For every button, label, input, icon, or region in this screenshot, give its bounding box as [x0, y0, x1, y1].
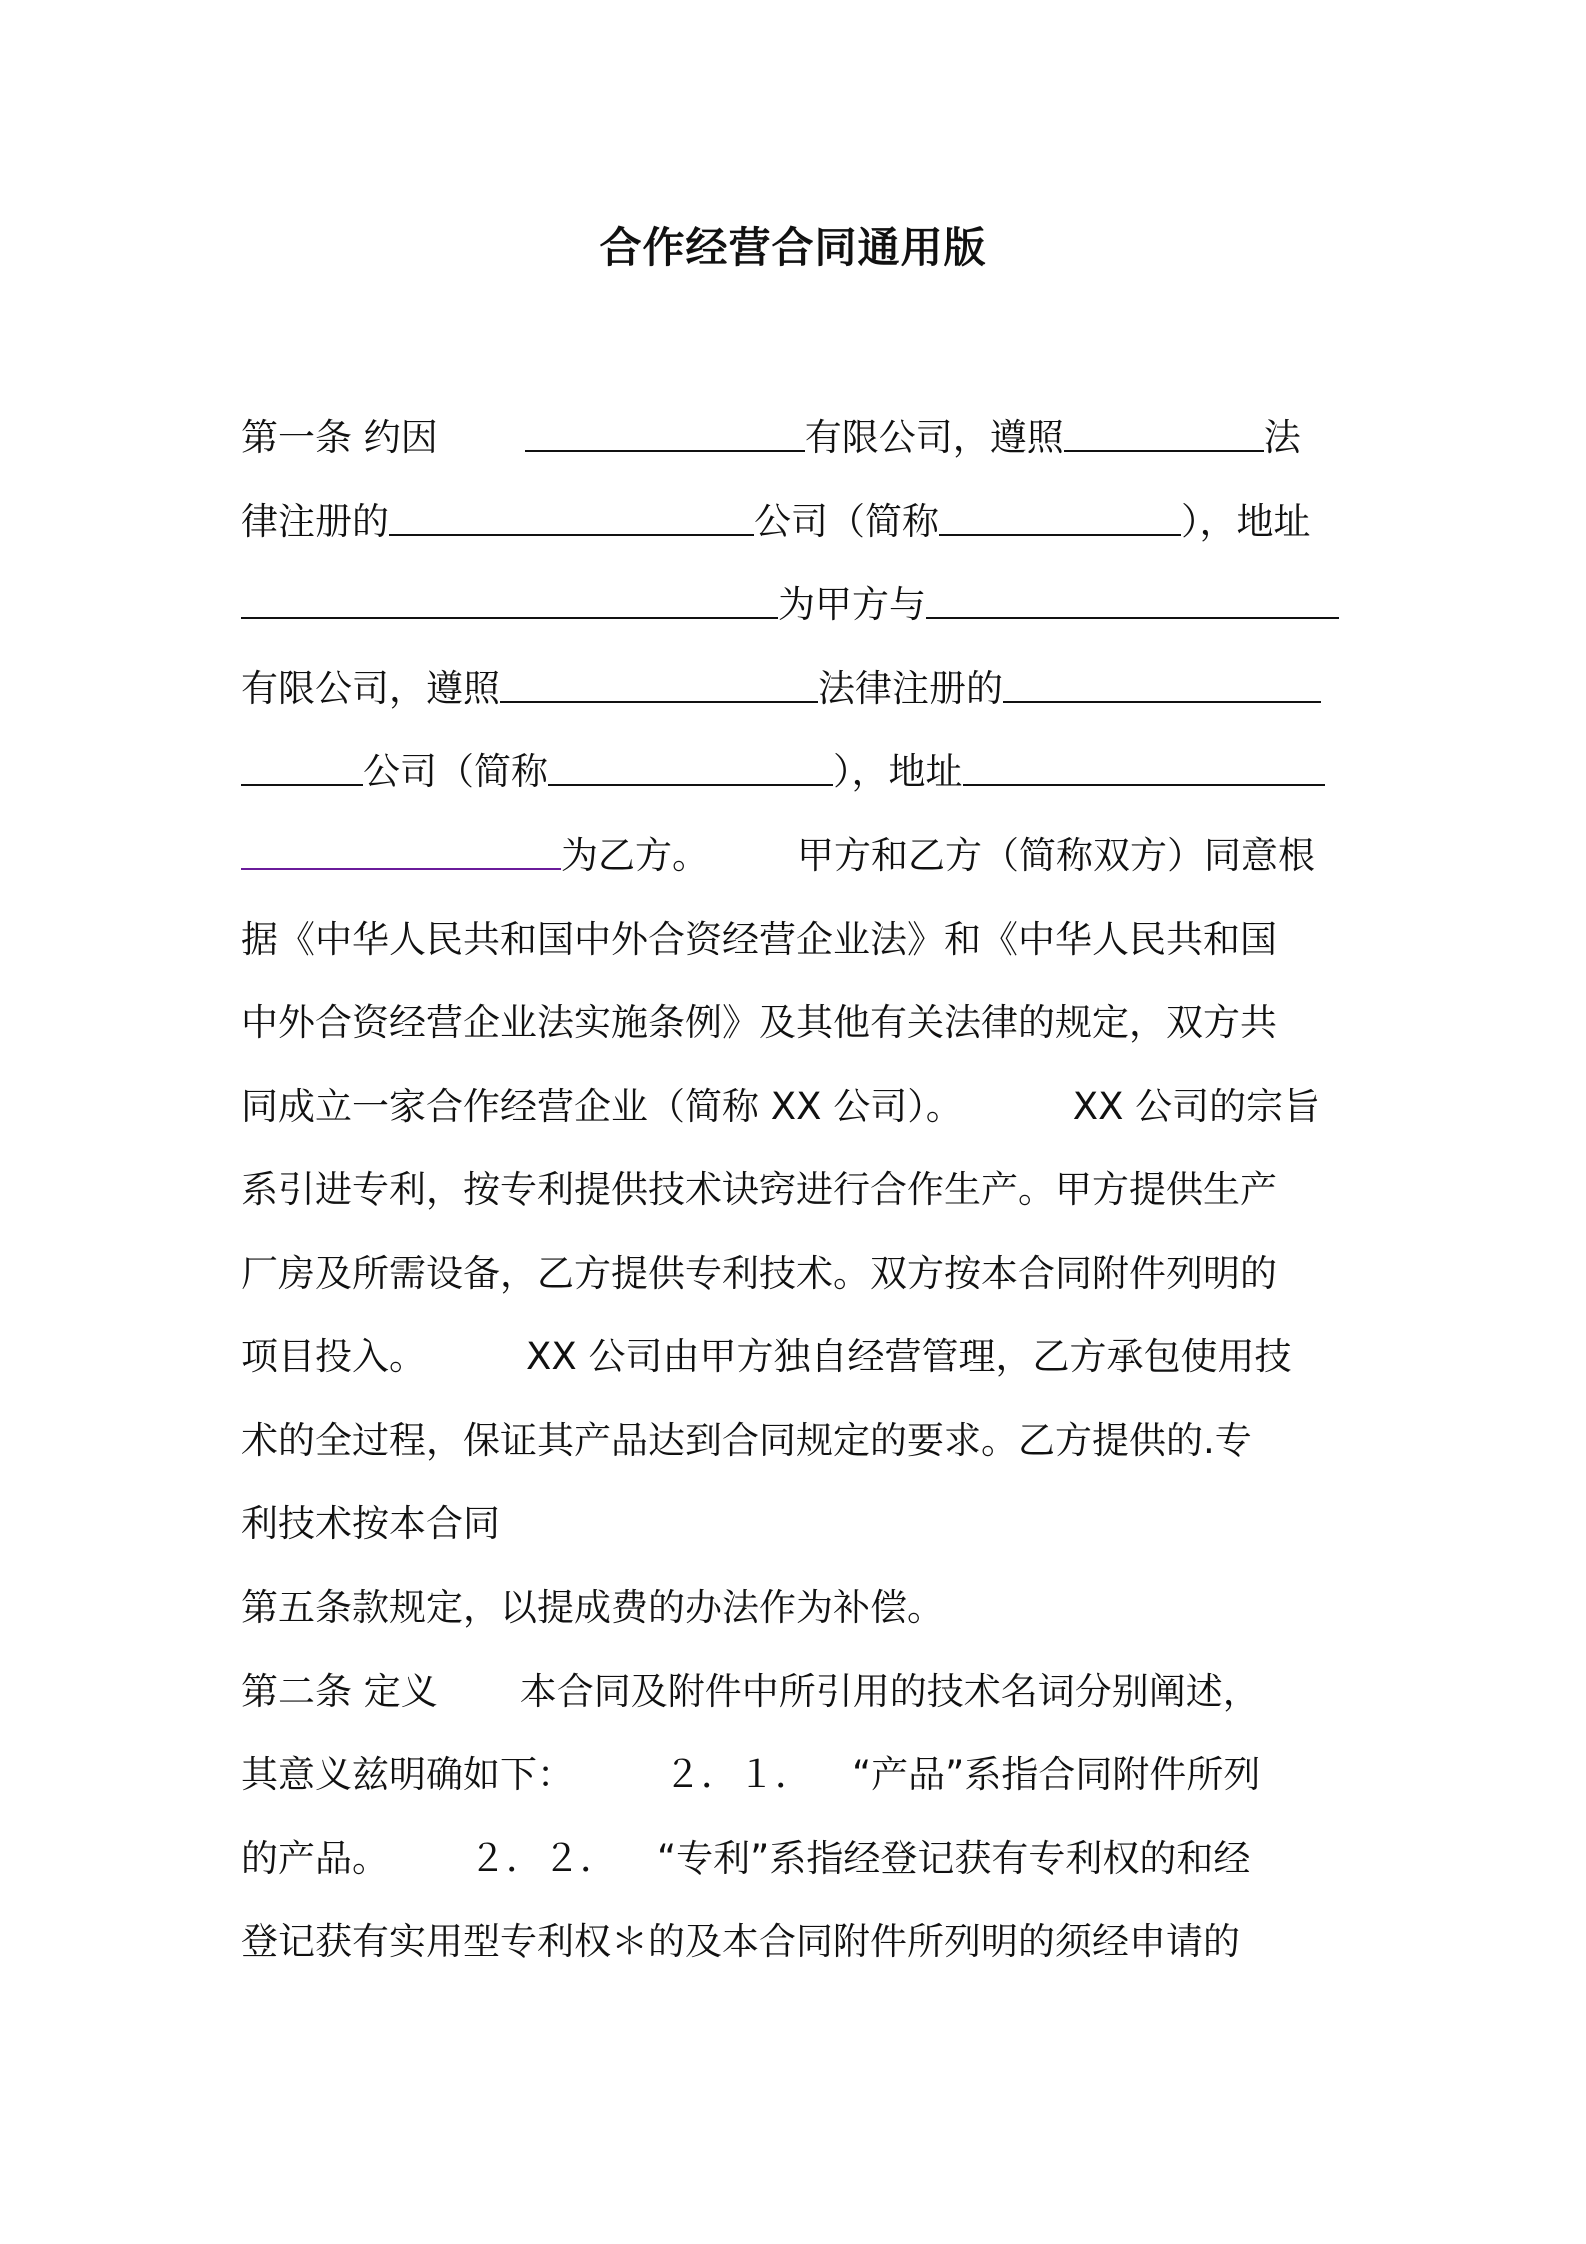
line-text: “专利”系指经登记获有专利权的和经 [657, 1837, 1251, 1880]
line-text: 公司（简称 [754, 500, 939, 543]
line-text: 第五条款规定，以提成费的办法作为补偿。 [241, 1586, 944, 1629]
line-text: 公司（简称 [363, 750, 548, 793]
section-number: ２．１． [664, 1753, 812, 1796]
section-number: ２．２． [469, 1837, 617, 1880]
text-line-8 [241, 981, 1353, 1065]
text-line-14 [241, 1482, 1353, 1566]
fill-blank [548, 784, 833, 786]
line-text: 据《中华人民共和国中外合资经营企业法》和《中华人民共和国 [241, 918, 1277, 961]
fill-blank [926, 617, 1339, 619]
line-text: 利技术按本合同 [241, 1502, 500, 1545]
line-text: 术的全过程，保证其产品达到合同规定的要求。乙方提供的.专 [241, 1419, 1252, 1462]
line-text: “产品”系指合同附件所列 [852, 1753, 1261, 1796]
line-text: 法律注册的 [818, 667, 1003, 710]
line-text: 第一条 约因 [241, 416, 438, 459]
line-text: 中外合资经营企业法实施条例》及其他有关法律的规定，双方共 [241, 1001, 1277, 1044]
line-text: 厂房及所需设备，乙方提供专利技术。双方按本合同附件列明的 [241, 1252, 1277, 1295]
text-line-11 [241, 1232, 1353, 1316]
text-line-9 [241, 1065, 1353, 1149]
line-text: 甲方和乙方（简称双方）同意根 [797, 834, 1315, 877]
line-text: 为乙方。 [561, 834, 709, 877]
fill-blank [241, 617, 778, 619]
line-text: XX 公司的宗旨 [1072, 1085, 1321, 1128]
text-line-3 [241, 563, 1353, 647]
line-text: 为甲方与 [778, 583, 926, 626]
text-line-12 [241, 1315, 1353, 1399]
text-line-7 [241, 898, 1353, 982]
line-text: ），地址 [833, 750, 963, 793]
text-line-16 [241, 1650, 1353, 1734]
fill-blank [1064, 450, 1264, 452]
line-text: 其意义兹明确如下： [241, 1753, 574, 1796]
fill-blank [963, 784, 1325, 786]
line-text: 本合同及附件中所引用的技术名词分别阐述， [519, 1670, 1260, 1713]
fill-blank [525, 450, 805, 452]
text-line-2 [241, 480, 1353, 564]
document-title: 合作经营合同通用版 [599, 223, 987, 272]
line-text: 法 [1263, 416, 1301, 459]
fill-blank [389, 534, 754, 536]
fill-blank [241, 868, 561, 870]
text-line-19 [241, 1900, 1353, 1984]
text-line-4 [241, 647, 1353, 731]
line-text: 有限公司，遵照 [241, 667, 500, 710]
text-line-5 [241, 730, 1353, 814]
line-text: 律注册的 [241, 500, 389, 543]
line-text: XX 公司由甲方独自经营管理，乙方承包使用技 [526, 1335, 1292, 1378]
line-text: 第二条 定义 [241, 1670, 438, 1713]
line-text: 登记获有实用型专利权＊的及本合同附件所列明的须经申请的 [241, 1920, 1240, 1963]
text-line-10 [241, 1148, 1353, 1232]
text-line-17 [241, 1733, 1353, 1817]
text-line-15 [241, 1566, 1353, 1650]
line-text: ），地址 [1181, 500, 1311, 543]
text-line-1 [241, 396, 1353, 480]
fill-blank [500, 701, 818, 703]
line-text: 的产品。 [241, 1837, 389, 1880]
line-text: 同成立一家合作经营企业（简称 XX 公司）。 [241, 1085, 963, 1128]
text-line-18 [241, 1817, 1353, 1901]
fill-blank [241, 784, 363, 786]
line-text: 有限公司，遵照 [804, 416, 1064, 459]
text-line-6 [241, 814, 1353, 898]
text-line-13 [241, 1399, 1353, 1483]
fill-blank [939, 534, 1181, 536]
line-text: 项目投入。 [241, 1335, 426, 1378]
fill-blank [1003, 701, 1321, 703]
line-text: 系引进专利，按专利提供技术诀窍进行合作生产。甲方提供生产 [241, 1168, 1277, 1211]
